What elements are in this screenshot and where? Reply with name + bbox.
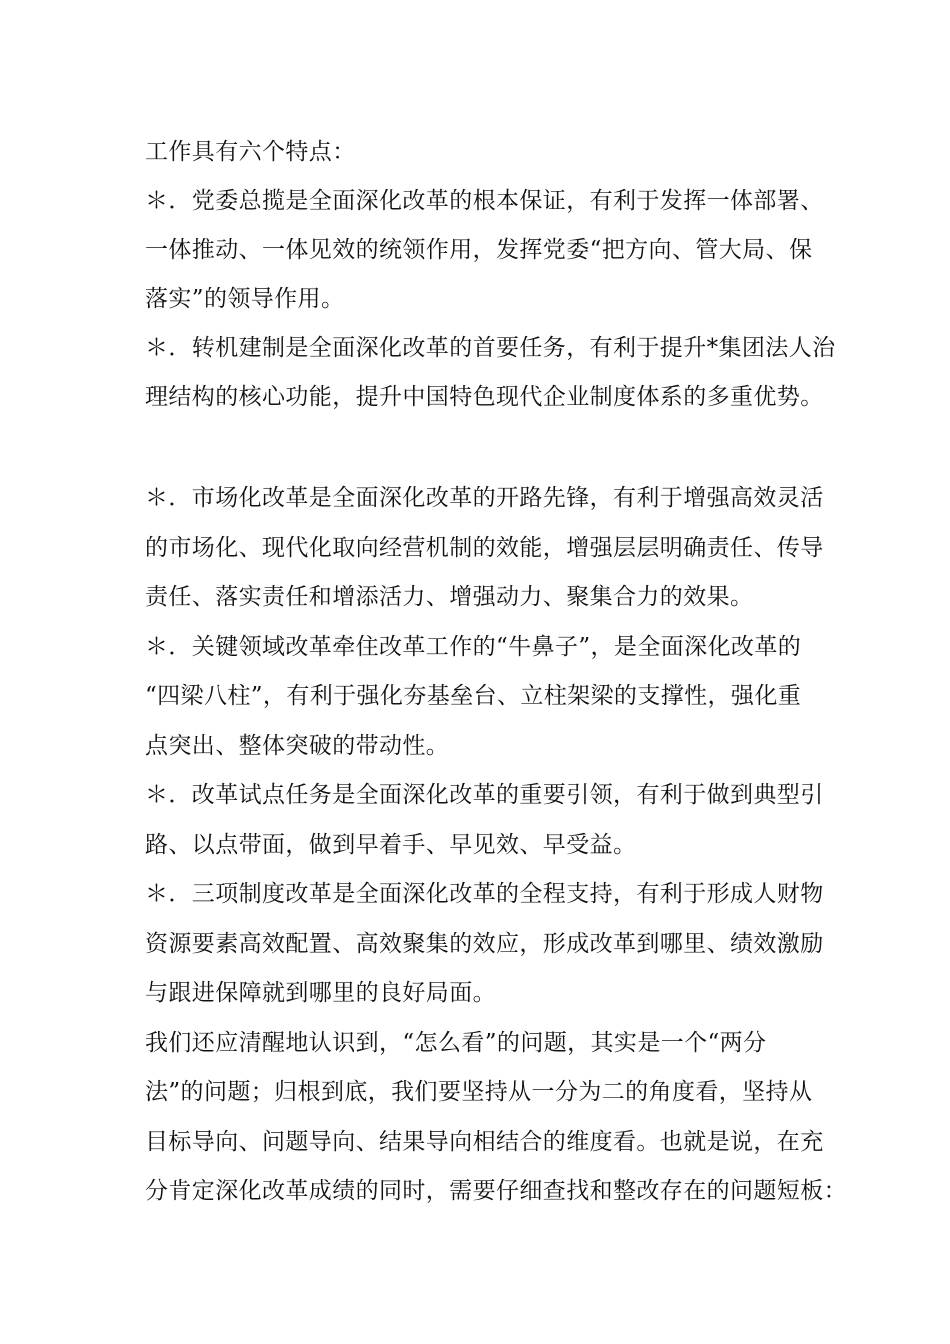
text-line: ＊．市场化改革是全面深化改革的开路先锋，有利于增强高效灵活: [145, 485, 824, 511]
text-line: 一体推动、一体见效的统领作用，发挥党委“把方向、管大局、保: [145, 237, 813, 263]
text-line: 分肯定深化改革成绩的同时，需要仔细查找和整改存在的问题短板：: [145, 1178, 847, 1204]
text-line: 点突出、整体突破的带动性。: [145, 733, 450, 759]
text-line: ＊．关键领域改革牵住改革工作的“牛鼻子”，是全面深化改革的: [145, 634, 802, 660]
text-line: ＊．三项制度改革是全面深化改革的全程支持，有利于形成人财物: [145, 881, 824, 907]
text-line: 与跟进保障就到哪里的良好局面。: [145, 980, 496, 1006]
text-line: ＊．改革试点任务是全面深化改革的重要引领，有利于做到典型引: [145, 782, 824, 808]
text-line: 法”的问题；归根到底，我们要坚持从一分为二的角度看，坚持从: [145, 1079, 813, 1105]
text-line: 工作具有六个特点：: [145, 139, 356, 165]
text-line: 资源要素高效配置、高效聚集的效应，形成改革到哪里、绩效激励: [145, 931, 824, 957]
text-line: ＊．转机建制是全面深化改革的首要任务，有利于提升*集团法人治: [145, 335, 836, 361]
text-line: ＊．党委总揽是全面深化改革的根本保证，有利于发挥一体部署、: [145, 188, 824, 214]
text-line: 责任、落实责任和增添活力、增强动力、聚集合力的效果。: [145, 584, 754, 610]
text-line: 理结构的核心功能，提升中国特色现代企业制度体系的多重优势。: [145, 384, 824, 410]
text-line: 目标导向、问题导向、结果导向相结合的维度看。也就是说，在充: [145, 1129, 824, 1155]
text-line: 路、以点带面，做到早着手、早见效、早受益。: [145, 832, 637, 858]
text-line: 落实”的领导作用。: [145, 286, 345, 312]
text-line: “四梁八柱”，有利于强化夯基垒台、立柱架梁的支撑性，强化重: [145, 683, 802, 709]
text-line: 我们还应清醒地认识到，“怎么看”的问题，其实是一个“两分: [145, 1030, 767, 1056]
text-line: 的市场化、现代化取向经营机制的效能，增强层层明确责任、传导: [145, 535, 824, 561]
